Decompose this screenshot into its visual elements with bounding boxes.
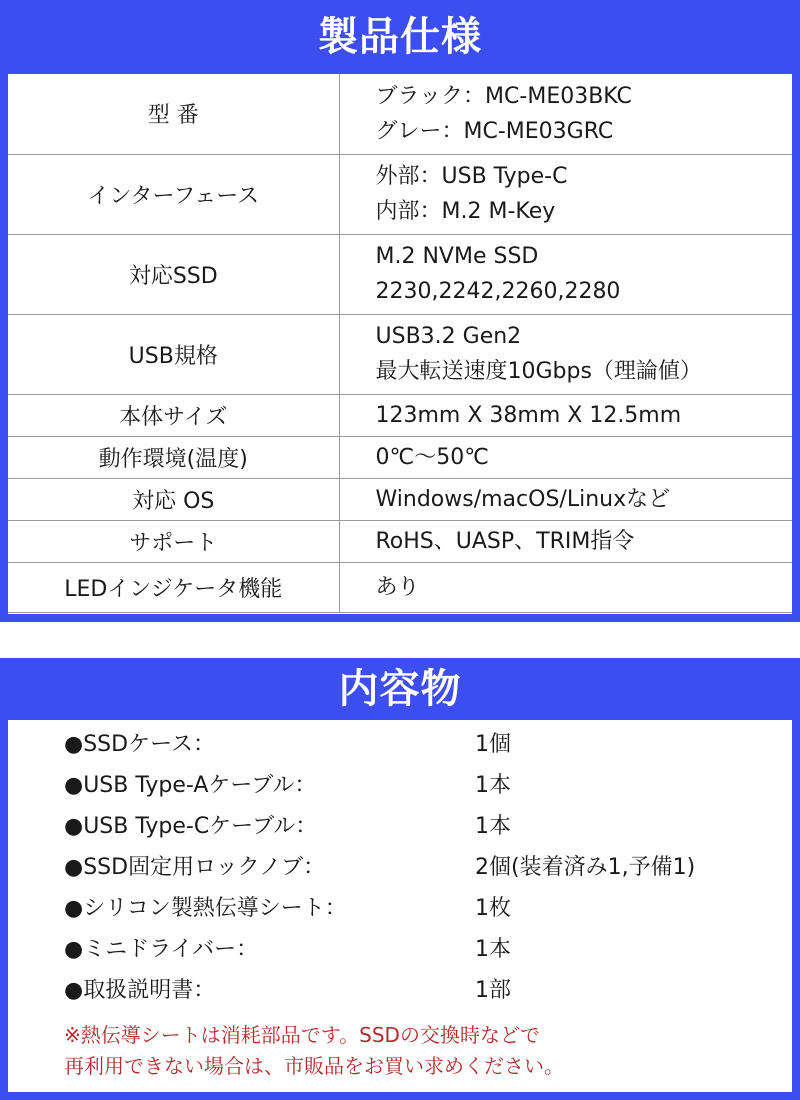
spec-row-os <box>8 478 792 520</box>
spec-value-line: 内部：M.2 M-Key <box>375 199 556 224</box>
contents-item-qty: 1部 <box>475 978 511 1003</box>
contents-item-name: ●シリコン製熱伝導シート： <box>64 896 347 921</box>
spec-value-os: Windows/macOS/Linuxなど <box>339 478 792 520</box>
spec-table <box>8 74 792 613</box>
contents-panel <box>0 658 800 1100</box>
spec-label-interface: インターフェース <box>8 154 339 234</box>
spec-value-support: RoHS、UASP、TRIM指令 <box>339 520 792 562</box>
spec-row-led <box>8 562 792 612</box>
spec-row-size <box>8 394 792 436</box>
note-line: ※熱伝導シートは消耗部品です。SSDの交換時などで <box>64 1023 540 1047</box>
spec-label-size: 本体サイズ <box>8 394 339 436</box>
spec-value-usb <box>339 314 792 394</box>
contents-item-qty: 1枚 <box>475 896 511 921</box>
spec-value-interface <box>339 154 792 234</box>
contents-title: 内容物 <box>338 666 462 712</box>
contents-item-qty: 2個(装着済み1,予備1) <box>475 855 696 880</box>
spec-label-usb: USB規格 <box>8 314 339 394</box>
contents-item-qty: 1本 <box>475 773 511 798</box>
spec-row-temperature <box>8 436 792 478</box>
spec-value-model <box>339 74 792 154</box>
spec-value-line: グレー：MC-ME03GRC <box>375 118 614 144</box>
spec-value-line: M.2 NVMe SSD <box>375 244 539 269</box>
spec-label-model: 型 番 <box>8 74 339 154</box>
spec-label-os: 対応 OS <box>8 478 339 520</box>
spec-value-led: あり <box>339 562 792 612</box>
spec-label-led: LEDインジケータ機能 <box>8 562 339 612</box>
contents-item <box>8 765 792 806</box>
spec-title: 製品仕様 <box>318 14 482 60</box>
spec-value-line: 外部：USB Type-C <box>375 164 568 189</box>
contents-item-qty: 1本 <box>475 937 511 962</box>
spec-value-ssd <box>339 234 792 314</box>
spec-row-usb <box>8 314 792 394</box>
spec-label-ssd: 対応SSD <box>8 234 339 314</box>
contents-item-qty: 1本 <box>475 814 511 839</box>
contents-body <box>8 720 792 1092</box>
contents-item-name: ●SSD固定用ロックノブ： <box>64 855 326 880</box>
contents-item-name: ●USB Type-Cケーブル： <box>64 814 318 839</box>
spec-table-container <box>8 74 792 614</box>
consumable-note <box>64 1020 564 1082</box>
spec-value-temperature: 0℃～50℃ <box>339 436 792 478</box>
spec-label-support: サポート <box>8 520 339 562</box>
contents-item <box>8 724 792 765</box>
spec-value-line: 最大転送速度10Gbps（理論値） <box>375 359 702 384</box>
contents-item <box>8 929 792 970</box>
spec-row-support <box>8 520 792 562</box>
contents-item <box>8 888 792 929</box>
contents-item <box>8 847 792 888</box>
contents-item-name: ●ミニドライバー： <box>64 937 259 962</box>
contents-item <box>8 806 792 847</box>
contents-item <box>8 970 792 1011</box>
spec-row-interface <box>8 154 792 234</box>
spec-row-ssd <box>8 234 792 314</box>
spec-value-line: USB3.2 Gen2 <box>375 324 522 349</box>
spec-value-line: 2230,2242,2260,2280 <box>375 279 621 304</box>
spec-row-model <box>8 74 792 154</box>
spec-value-line: ブラック：MC-ME03BKC <box>375 83 632 109</box>
contents-item-name: ●USB Type-Aケーブル： <box>64 773 317 798</box>
contents-item-name: ●SSDケース： <box>64 732 215 757</box>
note-line: 再利用できない場合は、市販品をお買い求めください。 <box>64 1054 564 1078</box>
spec-value-size: 123mm X 38mm X 12.5mm <box>339 394 792 436</box>
contents-item-name: ●取扱説明書： <box>64 978 216 1003</box>
spec-label-temperature: 動作環境(温度) <box>8 436 339 478</box>
contents-list <box>8 720 792 1011</box>
contents-item-qty: 1個 <box>475 732 511 757</box>
